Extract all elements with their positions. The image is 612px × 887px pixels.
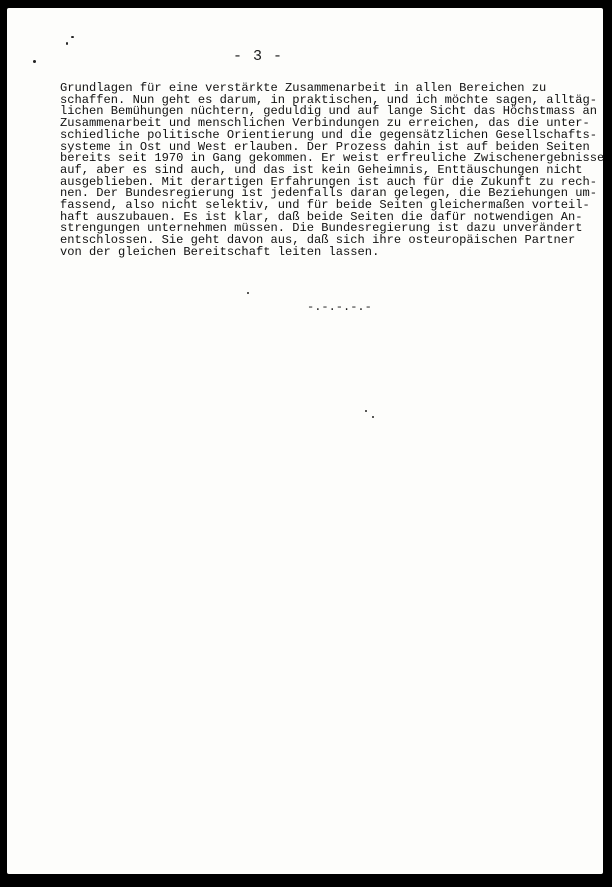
text-line: schiedliche politische Orientierung und die gegensätzlichen Gesellschafts- xyxy=(60,127,598,142)
text-line: strengungen unternehmen müssen. Die Bundesregierung ist dazu unverändert xyxy=(60,221,583,236)
scan-speck xyxy=(71,36,74,38)
scan-speck xyxy=(365,410,367,412)
scan-speck xyxy=(33,60,36,63)
text-line: bereits seit 1970 in Gang gekommen. Er weist erfreuliche Zwischenergebnisse xyxy=(60,151,605,166)
section-separator: -.-.-.-.- xyxy=(307,300,372,314)
scan-speck xyxy=(247,292,249,294)
text-line: auf, aber es sind auch, und das ist kein Geheimnis, Enttäuschungen nicht xyxy=(60,162,583,177)
text-line: lichen Bemühungen nüchtern, geduldig und auf lange Sicht das Höchstmass an xyxy=(60,104,598,119)
text-line: Zusammenarbeit und menschlichen Verbindungen zu erreichen, das die unter- xyxy=(60,116,590,131)
text-line: schaffen. Nun geht es darum, in praktischen, und ich möchte sagen, alltäg- xyxy=(60,92,598,107)
text-line: nen. Der Bundesregierung ist jedenfalls daran gelegen, die Beziehungen um- xyxy=(60,186,598,201)
text-line: systeme in Ost und West erlauben. Der Prozess dahin ist auf beiden Seiten xyxy=(60,139,590,154)
text-line: von der gleichen Bereitschaft leiten lassen. xyxy=(60,244,380,259)
scan-speck xyxy=(372,416,374,418)
text-line: fassend, also nicht selektiv, und für beide Seiten gleichermaßen vorteil- xyxy=(60,198,590,213)
text-line: Grundlagen für eine verstärkte Zusammenarbeit in allen Bereichen zu xyxy=(60,81,547,95)
scan-speck xyxy=(66,42,68,45)
text-line: entschlossen. Sie geht davon aus, daß sich ihre osteuropäischen Partner xyxy=(60,233,576,248)
page-number: - 3 - xyxy=(233,48,284,65)
document-page xyxy=(7,8,603,874)
text-line: ausgeblieben. Mit derartigen Erfahrungen ist auch für die Zukunft zu rech- xyxy=(60,174,598,189)
body-paragraph xyxy=(60,83,608,259)
text-line: haft auszubauen. Es ist klar, daß beide Seiten die dafür notwendigen An- xyxy=(60,209,583,224)
